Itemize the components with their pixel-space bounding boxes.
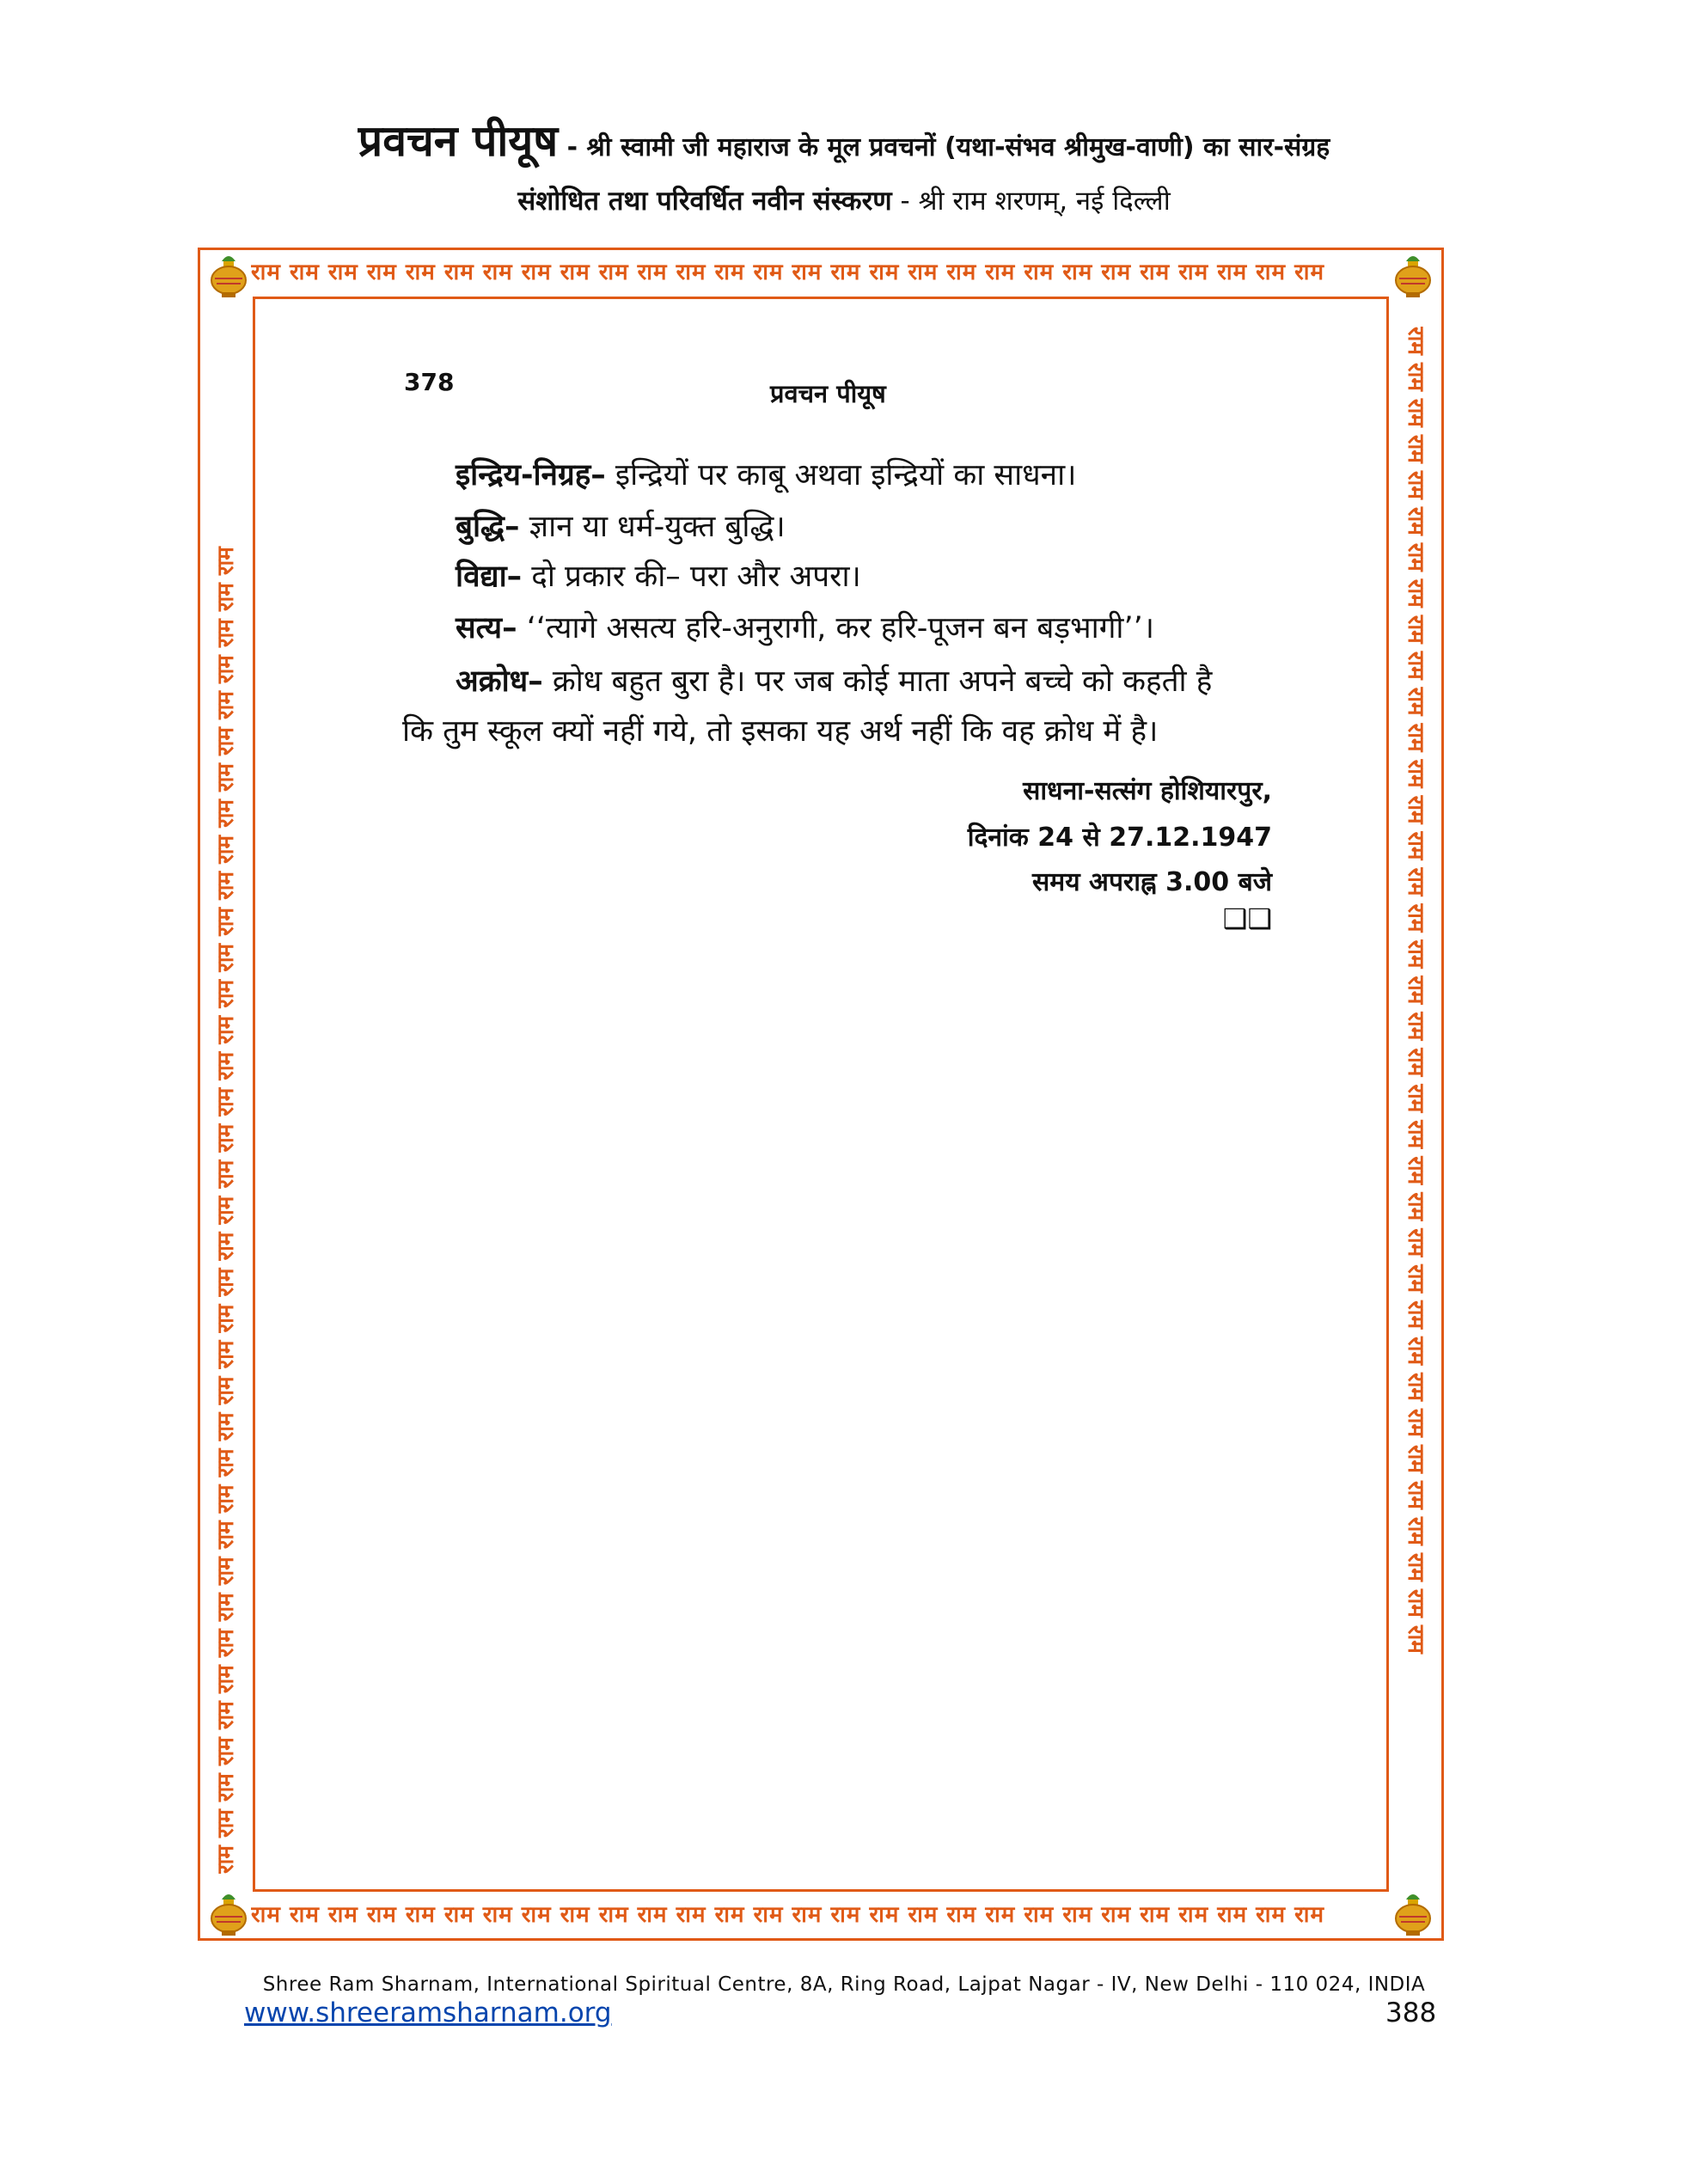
- header-title: प्रवचन पीयूष: [358, 116, 559, 166]
- entry-term: इन्द्रिय-निग्रह–: [456, 458, 606, 492]
- entry-akrodh: [456, 660, 1341, 700]
- entry-term: सत्य–: [456, 611, 517, 645]
- edition-label: संशोधित तथा परिवर्धित नवीन संस्करण: [517, 186, 892, 217]
- pdf-page-number: 388: [1385, 1997, 1437, 2028]
- border-right-ram-text: राम राम राम राम राम राम राम राम राम राम राम राम राम राम राम राम राम राम राम राम राम राम राम राम राम राम राम राम राम राम राम राम राम राम राम राम राम: [1403, 327, 1428, 1654]
- document-header: [0, 110, 1688, 168]
- entry-vidya: [456, 555, 1341, 596]
- entry-term: बुद्धि–: [456, 510, 520, 544]
- entry-text: दो प्रकार की– परा और अपरा।: [522, 560, 861, 594]
- entry-indriya-nigrah: [456, 454, 1341, 494]
- edition-publisher: - श्री राम शरणम्, नई दिल्ली: [891, 186, 1171, 217]
- kalash-icon: [203, 1887, 254, 1939]
- entry-term: विद्या–: [456, 560, 523, 594]
- kalash-icon: [1387, 1887, 1439, 1939]
- border-top-ram-text: राम राम राम राम राम राम राम राम राम राम राम राम राम राम राम राम राम राम राम राम राम राम राम राम राम राम राम राम: [251, 260, 1325, 285]
- border-bottom-ram-text: राम राम राम राम राम राम राम राम राम राम राम राम राम राम राम राम राम राम राम राम राम राम राम राम राम राम राम राम: [251, 1902, 1325, 1928]
- entry-term: अक्रोध–: [456, 664, 543, 699]
- entry-text: ज्ञान या धर्म-युक्त बुद्धि।: [519, 510, 786, 544]
- end-mark: ❑❑: [1222, 902, 1272, 935]
- kalash-icon: [1387, 249, 1439, 301]
- book-page-number: 378: [404, 368, 455, 396]
- running-head: प्रवचन पीयूष: [770, 379, 886, 408]
- signature-place: साधना-सत्संग होशियारपुर,: [1023, 776, 1272, 806]
- entry-text: क्रोध बहुत बुरा है। पर जब कोई माता अपने बच्चे को कहती है: [542, 664, 1213, 699]
- border-left-ram-text: राम राम राम राम राम राम राम राम राम राम राम राम राम राम राम राम राम राम राम राम राम राम राम राम राम राम राम राम राम राम राम राम राम राम राम राम राम: [213, 547, 239, 1874]
- entry-satya: [456, 607, 1341, 647]
- entry-continuation: कि तुम स्कूल क्यों नहीं गये, तो इसका यह अर्थ नहीं कि वह क्रोध में है।: [402, 714, 1159, 749]
- kalash-icon: [203, 249, 254, 301]
- entry-text: इन्द्रियों पर काबू अथवा इन्द्रियों का साधना।: [605, 458, 1077, 492]
- signature-time: समय अपराह्न 3.00 बजे: [1031, 867, 1272, 897]
- website-link[interactable]: www.shreeramsharnam.org: [244, 1997, 612, 2028]
- footer-address: Shree Ram Sharnam, International Spiritual Centre, 8A, Ring Road, Lajpat Nagar - IV, New Delhi - 110 024, INDIA: [262, 1973, 1426, 1996]
- header-subtitle: - श्री स्वामी जी महाराज के मूल प्रवचनों (यथा-संभव श्रीमुख-वाणी) का सार-संग्रह: [558, 132, 1330, 162]
- signature-date: दिनांक 24 से 27.12.1947: [967, 823, 1272, 853]
- entry-buddhi: [456, 505, 1341, 546]
- edition-line: [0, 182, 1688, 218]
- entry-text: ‘‘त्यागे असत्य हरि-अनुरागी, कर हरि-पूजन बन बड़भागी’’।: [517, 611, 1155, 645]
